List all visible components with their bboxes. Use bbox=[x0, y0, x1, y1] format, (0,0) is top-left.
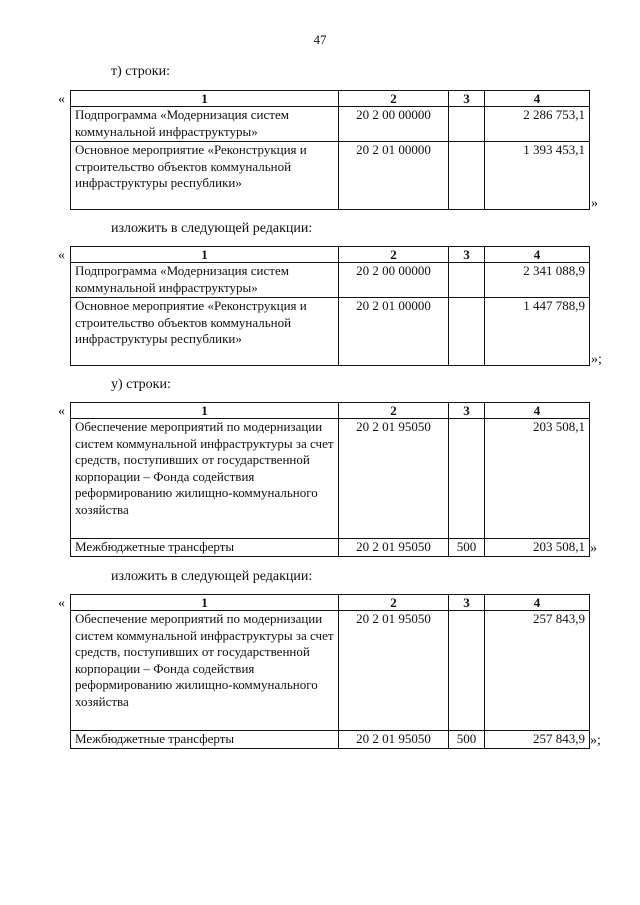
row-code: 20 2 00 00000 bbox=[339, 107, 449, 142]
column-header: 1 bbox=[71, 403, 339, 419]
column-header: 1 bbox=[71, 247, 339, 263]
column-header: 3 bbox=[449, 91, 485, 107]
column-header: 3 bbox=[449, 403, 485, 419]
opening-quote: « bbox=[58, 248, 65, 263]
column-header: 4 bbox=[485, 247, 590, 263]
row-amount: 1 447 788,9 bbox=[485, 298, 590, 366]
row-amount: 203 508,1 bbox=[485, 419, 590, 539]
column-header: 2 bbox=[339, 595, 449, 611]
table-header-row bbox=[71, 595, 590, 611]
row-name: Обеспечение мероприятий по модернизации систем коммунальной инфраструктуры за счет средств, поступивших от государственной корпорации – Фонда содействия реформированию жилищно-коммунального хозяйства bbox=[71, 419, 339, 539]
row-code: 20 2 01 95050 bbox=[339, 611, 449, 731]
row-name: Подпрограмма «Модернизация систем коммунальной инфраструктуры» bbox=[71, 107, 339, 142]
row-unit: 500 bbox=[449, 539, 485, 557]
row-amount: 2 286 753,1 bbox=[485, 107, 590, 142]
table-header-row bbox=[71, 247, 590, 263]
column-header: 4 bbox=[485, 595, 590, 611]
row-name: Подпрограмма «Модернизация систем коммунальной инфраструктуры» bbox=[71, 263, 339, 298]
row-code: 20 2 01 95050 bbox=[339, 419, 449, 539]
row-unit bbox=[449, 298, 485, 366]
closing-quote: »; bbox=[591, 352, 602, 367]
table-header-row bbox=[71, 91, 590, 107]
column-header: 2 bbox=[339, 91, 449, 107]
column-header: 3 bbox=[449, 247, 485, 263]
closing-quote: » bbox=[591, 196, 598, 211]
section-label-u: у) строки: bbox=[111, 377, 171, 392]
row-unit bbox=[449, 107, 485, 142]
budget-table-new-u bbox=[70, 594, 590, 749]
row-unit: 500 bbox=[449, 731, 485, 749]
section-label-new-t: изложить в следующей редакции: bbox=[111, 221, 313, 236]
column-header: 1 bbox=[71, 595, 339, 611]
row-amount: 257 843,9 bbox=[485, 731, 590, 749]
column-header: 2 bbox=[339, 403, 449, 419]
budget-table-old-t bbox=[70, 90, 590, 210]
column-header: 4 bbox=[485, 403, 590, 419]
column-header: 1 bbox=[71, 91, 339, 107]
budget-table-old-u bbox=[70, 402, 590, 557]
row-name: Основное мероприятие «Реконструкция и строительство объектов коммунальной инфраструктуры республики» bbox=[71, 142, 339, 210]
row-name: Межбюджетные трансферты bbox=[71, 539, 339, 557]
table-row bbox=[71, 107, 590, 142]
row-code: 20 2 01 95050 bbox=[339, 539, 449, 557]
column-header: 3 bbox=[449, 595, 485, 611]
row-name: Обеспечение мероприятий по модернизации систем коммунальной инфраструктуры за счет средств, поступивших от государственной корпорации – Фонда содействия реформированию жилищно-коммунального хозяйства bbox=[71, 611, 339, 731]
table-row bbox=[71, 731, 590, 749]
budget-table-new-t bbox=[70, 246, 590, 366]
row-unit bbox=[449, 142, 485, 210]
page-number: 47 bbox=[313, 32, 327, 47]
opening-quote: « bbox=[58, 404, 65, 419]
section-label-new-u: изложить в следующей редакции: bbox=[111, 569, 313, 584]
row-amount: 203 508,1 bbox=[485, 539, 590, 557]
table-row bbox=[71, 142, 590, 210]
closing-quote: »; bbox=[590, 733, 601, 748]
column-header: 4 bbox=[485, 91, 590, 107]
table-header-row bbox=[71, 403, 590, 419]
table-row bbox=[71, 298, 590, 366]
row-amount: 2 341 088,9 bbox=[485, 263, 590, 298]
row-unit bbox=[449, 263, 485, 298]
row-code: 20 2 01 00000 bbox=[339, 142, 449, 210]
row-name: Межбюджетные трансферты bbox=[71, 731, 339, 749]
table-row bbox=[71, 419, 590, 539]
section-label-t: т) строки: bbox=[111, 64, 170, 79]
row-unit bbox=[449, 611, 485, 731]
column-header: 2 bbox=[339, 247, 449, 263]
table-row bbox=[71, 611, 590, 731]
row-name: Основное мероприятие «Реконструкция и строительство объектов коммунальной инфраструктуры республики» bbox=[71, 298, 339, 366]
row-code: 20 2 01 95050 bbox=[339, 731, 449, 749]
row-code: 20 2 01 00000 bbox=[339, 298, 449, 366]
opening-quote: « bbox=[58, 92, 65, 107]
row-amount: 257 843,9 bbox=[485, 611, 590, 731]
row-code: 20 2 00 00000 bbox=[339, 263, 449, 298]
table-row bbox=[71, 539, 590, 557]
table-row bbox=[71, 263, 590, 298]
row-amount: 1 393 453,1 bbox=[485, 142, 590, 210]
opening-quote: « bbox=[58, 596, 65, 611]
row-unit bbox=[449, 419, 485, 539]
closing-quote: » bbox=[590, 541, 597, 556]
